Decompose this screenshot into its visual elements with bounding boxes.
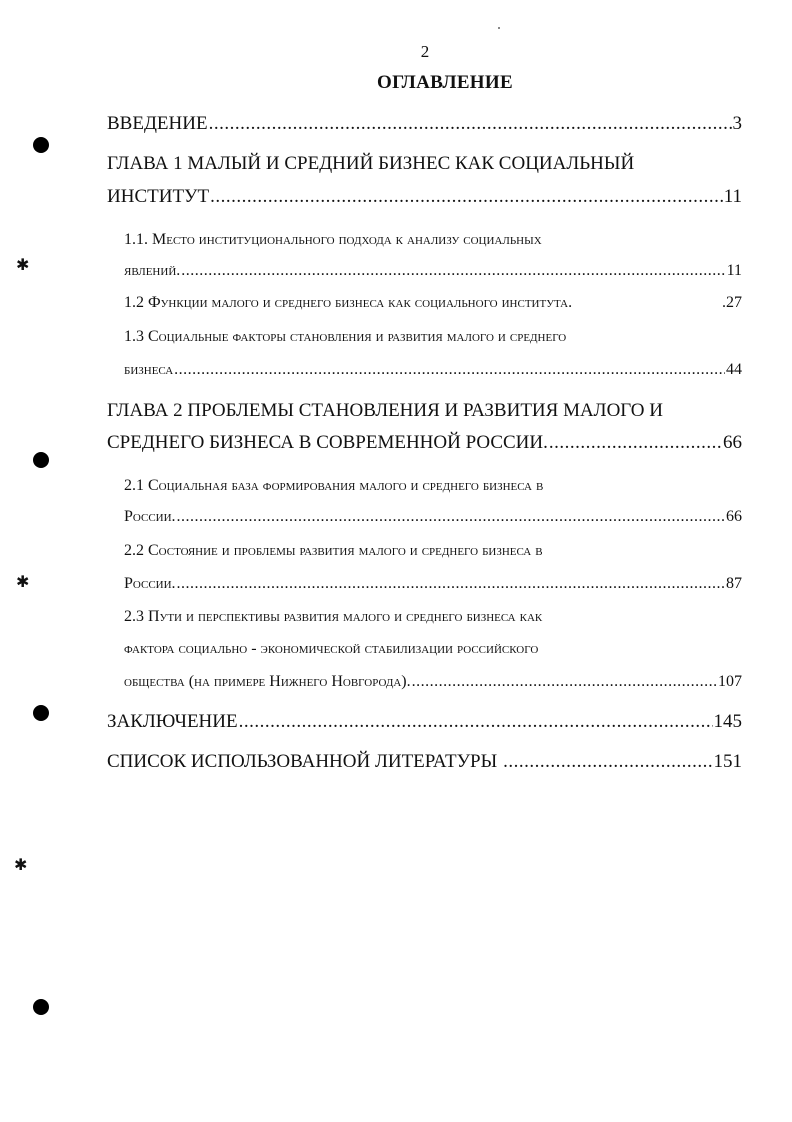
toc-entry-label: бизнеса	[124, 361, 174, 378]
toc-leader-dots	[177, 575, 725, 593]
toc-entry-label: 1.2 Функции малого и среднего бизнеса как социального института.	[124, 294, 573, 311]
toc-page-number: 11	[723, 186, 742, 207]
toc-leader-dots	[503, 751, 712, 773]
toc-entry-introduction[interactable]	[107, 113, 742, 135]
scan-speck-3: ✱	[14, 857, 28, 874]
toc-entry-label: общества (на примере Нижнего Новгорода).	[124, 673, 411, 690]
toc-entry-chapter-1[interactable]	[107, 186, 742, 208]
toc-entry-section-2-3-line2[interactable]: фактора социально - экономической стабилизации российского	[124, 640, 539, 657]
toc-entry-chapter-2[interactable]	[107, 432, 742, 454]
toc-leader-dots	[177, 508, 725, 526]
toc-page-number: 107	[718, 673, 742, 690]
toc-entry-section-2-1[interactable]	[124, 508, 742, 526]
toc-leader-dots	[209, 113, 732, 135]
toc-entry-label: явлений.	[124, 262, 181, 279]
toc-leader-dots	[239, 711, 713, 733]
toc-page-number: .27	[722, 294, 742, 311]
toc-leader-dots	[549, 432, 722, 454]
toc-entry-section-1-2[interactable]	[124, 294, 742, 312]
toc-entry-label: ВВЕДЕНИЕ	[107, 113, 208, 134]
page-title: ОГЛАВЛЕНИЕ	[377, 72, 513, 93]
toc-entry-label: СРЕДНЕГО БИЗНЕСА В СОВРЕМЕННОЙ РОССИИ.	[107, 432, 548, 453]
toc-leader-dots	[174, 361, 725, 379]
toc-entry-section-2-2[interactable]	[124, 575, 742, 593]
toc-entry-section-1-3-line1[interactable]: 1.3 Социальные факторы становления и развития малого и среднего	[124, 328, 567, 345]
toc-entry-conclusion[interactable]	[107, 711, 742, 733]
binder-hole-4	[33, 999, 49, 1015]
toc-entry-section-1-1-line1[interactable]: 1.1. Место институционального подхода к анализу социальных	[124, 231, 542, 248]
toc-entry-section-1-3[interactable]	[124, 361, 742, 379]
binder-hole-2	[33, 452, 49, 468]
scan-speck-1: ✱	[16, 257, 30, 274]
toc-page-number: 66	[726, 508, 742, 525]
toc-page-number: 66	[723, 432, 742, 453]
toc-entry-section-2-3-line1[interactable]: 2.3 Пути и перспективы развития малого и среднего бизнеса как	[124, 608, 543, 625]
toc-entry-chapter-1-line1[interactable]: ГЛАВА 1 МАЛЫЙ И СРЕДНИЙ БИЗНЕС КАК СОЦИАЛЬНЫЙ	[107, 153, 635, 174]
toc-entry-label: России.	[124, 575, 176, 592]
binder-hole-3	[33, 705, 49, 721]
page-number: 2	[420, 42, 430, 61]
toc-entry-section-2-2-line1[interactable]: 2.2 Состояние и проблемы развития малого и среднего бизнеса в	[124, 542, 543, 559]
toc-entry-label: России.	[124, 508, 176, 525]
toc-entry-section-1-1[interactable]	[124, 262, 742, 280]
toc-page-number: 3	[732, 113, 742, 134]
binder-hole-1	[33, 137, 49, 153]
toc-entry-section-2-3[interactable]	[124, 673, 742, 691]
toc-leader-dots	[412, 673, 717, 691]
scan-dot	[498, 27, 500, 29]
toc-entry-bibliography[interactable]	[107, 751, 742, 773]
toc-entry-section-2-1-line1[interactable]: 2.1 Социальная база формирования малого и среднего бизнеса в	[124, 477, 544, 494]
toc-entry-label: ЗАКЛЮЧЕНИЕ	[107, 711, 238, 732]
toc-leader-dots	[181, 262, 725, 280]
toc-page-number: 11	[726, 262, 742, 279]
toc-entry-label: ИНСТИТУТ	[107, 186, 210, 207]
scan-speck-2: ✱	[16, 574, 30, 591]
toc-page-number: 44	[726, 361, 742, 378]
toc-page-number: 151	[713, 751, 742, 772]
toc-leader-dots	[210, 186, 723, 208]
toc-page-number: 145	[713, 711, 742, 732]
toc-entry-label: СПИСОК ИСПОЛЬЗОВАННОЙ ЛИТЕРАТУРЫ	[107, 751, 498, 772]
toc-page-number: 87	[726, 575, 742, 592]
toc-entry-chapter-2-line1[interactable]: ГЛАВА 2 ПРОБЛЕМЫ СТАНОВЛЕНИЯ И РАЗВИТИЯ МАЛОГО И	[107, 400, 663, 421]
